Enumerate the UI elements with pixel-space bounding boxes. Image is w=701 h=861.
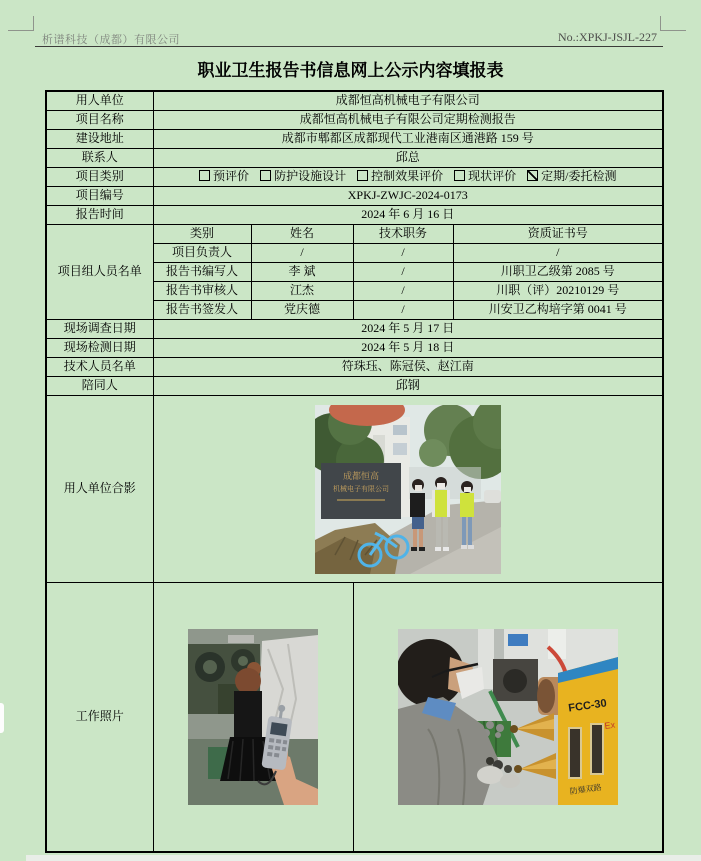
team-cell: 李 斌: [251, 263, 353, 282]
field-value-project-no: XPKJ-ZWJC-2024-0173: [153, 187, 663, 206]
team-cell: 报告书签发人: [153, 301, 251, 320]
machine-label-text: 防爆双路: [568, 782, 602, 797]
team-cell: /: [453, 244, 663, 263]
row-address: [46, 130, 663, 149]
row-project-name: [46, 111, 663, 130]
group-photo-cell: [153, 396, 663, 583]
row-technicians: [46, 358, 663, 377]
field-label-survey-date: 现场调查日期: [46, 320, 153, 339]
field-label-category: 项目类别: [46, 168, 153, 187]
field-label-accompany: 陪同人: [46, 377, 153, 396]
row-employer: [46, 91, 663, 111]
checkbox-unchecked-icon: [454, 170, 465, 181]
team-cell: 川职卫乙级第 2085 号: [453, 263, 663, 282]
work-photo-left-cell: [153, 583, 353, 853]
cropmark-top-right: [660, 16, 661, 31]
cropmark-top-left: [33, 16, 34, 31]
field-label-address: 建设地址: [46, 130, 153, 149]
row-survey-date: [46, 320, 663, 339]
field-value-technicians: 符珠珏、陈冠侯、赵江南: [153, 358, 663, 377]
field-value-category: [153, 168, 663, 187]
field-label-team: 项目组人员名单: [46, 225, 153, 320]
field-value-accompany: 邱钢: [153, 377, 663, 396]
row-work-photos: [46, 583, 663, 853]
team-header-type: 类别: [153, 225, 251, 244]
header-company-name: 析谱科技（成都）有限公司: [42, 34, 180, 46]
field-label-work-photos: 工作照片: [46, 583, 153, 853]
field-value-report-date: 2024 年 6 月 16 日: [153, 206, 663, 225]
work-photo-right-cell: [353, 583, 663, 853]
row-accompany: [46, 377, 663, 396]
team-cell: /: [353, 301, 453, 320]
team-cell: /: [353, 244, 453, 263]
company-sign-text: 机械电子有限公司: [332, 485, 389, 493]
machine-model-text: FCC-30: [567, 697, 608, 715]
field-label-report-date: 报告时间: [46, 206, 153, 225]
team-header-name: 姓名: [251, 225, 353, 244]
field-value-contact: 邱总: [153, 149, 663, 168]
checkbox-checked-icon: [527, 170, 538, 181]
team-cell: /: [353, 282, 453, 301]
checkbox-unchecked-icon: [199, 170, 210, 181]
field-value-employer: 成都恒高机械电子有限公司: [153, 91, 663, 111]
header-doc-number: No.:XPKJ-JSJL-227: [557, 30, 657, 44]
category-option-label: 定期/委托检测: [541, 169, 617, 184]
row-team-header: [46, 225, 663, 244]
field-value-test-date: 2024 年 5 月 18 日: [153, 339, 663, 358]
checkbox-unchecked-icon: [260, 170, 271, 181]
field-label-employer: 用人单位: [46, 91, 153, 111]
field-label-test-date: 现场检测日期: [46, 339, 153, 358]
category-option: [357, 169, 443, 183]
header-divider: [35, 46, 663, 47]
category-option-label: 防护设施设计: [274, 169, 347, 184]
company-sign-text: 成都恒高: [342, 470, 379, 481]
team-cell: 项目负责人: [153, 244, 251, 263]
team-cell: 江杰: [251, 282, 353, 301]
field-label-contact: 联系人: [46, 149, 153, 168]
group-photo-image: [315, 405, 501, 574]
team-cell: 党庆德: [251, 301, 353, 320]
field-value-address: 成都市郫都区成都现代工业港南区通港路 159 号: [153, 130, 663, 149]
page-title: 职业卫生报告书信息网上公示内容填报表: [197, 61, 504, 80]
machine-ex-text: Ex: [603, 719, 616, 731]
field-label-technicians: 技术人员名单: [46, 358, 153, 377]
work-photo-noise-measurement: [188, 629, 318, 805]
work-photo-welding-machine: [398, 629, 618, 805]
row-project-no: [46, 187, 663, 206]
row-contact: [46, 149, 663, 168]
team-cell: /: [353, 263, 453, 282]
field-label-group-photo: 用人单位合影: [46, 396, 153, 583]
category-option: [454, 169, 516, 183]
category-option-label: 控制效果评价: [371, 169, 444, 184]
row-group-photo: [46, 396, 663, 583]
scroll-handle[interactable]: [0, 703, 4, 733]
row-category: [46, 168, 663, 187]
field-label-project-no: 项目编号: [46, 187, 153, 206]
team-cell: 报告书审核人: [153, 282, 251, 301]
field-value-project-name: 成都恒高机械电子有限公司定期检测报告: [153, 111, 663, 130]
field-label-project-name: 项目名称: [46, 111, 153, 130]
team-cell: 川安卫乙构培字第 0041 号: [453, 301, 663, 320]
team-header-title: 技术职务: [353, 225, 453, 244]
row-test-date: [46, 339, 663, 358]
cropmark-top-left: [8, 30, 34, 31]
category-option: [527, 169, 616, 183]
page-bottom-edge: [26, 855, 701, 861]
team-cell: 报告书编写人: [153, 263, 251, 282]
team-cell: /: [251, 244, 353, 263]
category-option: [260, 169, 346, 183]
row-report-date: [46, 206, 663, 225]
category-option-label: 现状评价: [468, 169, 517, 184]
team-header-cert: 资质证书号: [453, 225, 663, 244]
cropmark-top-right: [660, 30, 686, 31]
category-option: [199, 169, 249, 183]
form-table: [45, 90, 664, 853]
team-cell: 川职（评）20210129 号: [453, 282, 663, 301]
checkbox-unchecked-icon: [357, 170, 368, 181]
field-value-survey-date: 2024 年 5 月 17 日: [153, 320, 663, 339]
category-option-label: 预评价: [213, 169, 250, 184]
